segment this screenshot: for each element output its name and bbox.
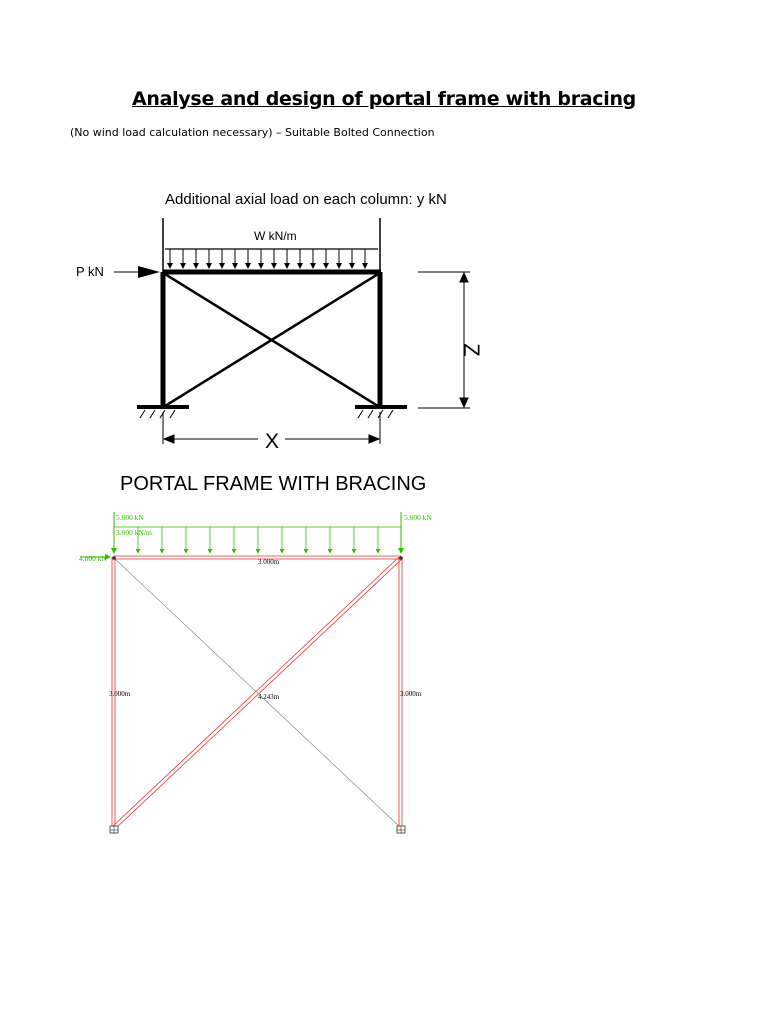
lateral-load-label: 4.000 kN	[79, 554, 107, 563]
left-column-length-label: 3.000m	[109, 690, 131, 698]
width-label: X	[264, 430, 280, 453]
sketch-caption: PORTAL FRAME WITH BRACING	[120, 473, 427, 495]
node-top-left	[112, 556, 116, 560]
model-udl-label: 3.000 kN/m	[116, 528, 152, 537]
brace-length-label: 4.243m	[258, 693, 280, 701]
model-left-support	[110, 826, 118, 833]
model-right-support	[397, 826, 405, 833]
axial-load-label: Additional axial load on each column: y kN	[165, 191, 447, 208]
right-nodal-load-label: 5.000 kN	[404, 513, 432, 522]
model-udl-arrows	[138, 527, 378, 553]
beam-length-label: 3.000m	[258, 558, 280, 566]
node-top-right	[399, 556, 403, 560]
height-label: Z	[459, 343, 484, 357]
page-subtitle: (No wind load calculation necessary) – Suitable Bolted Connection	[70, 126, 435, 139]
page-title: Analyse and design of portal frame with bracing	[131, 88, 636, 110]
point-load-label: P kN	[76, 264, 104, 279]
left-nodal-load-label: 5.000 kN	[116, 513, 144, 522]
udl-label: W kN/m	[254, 229, 297, 243]
right-column-length-label: 3.000m	[400, 690, 422, 698]
